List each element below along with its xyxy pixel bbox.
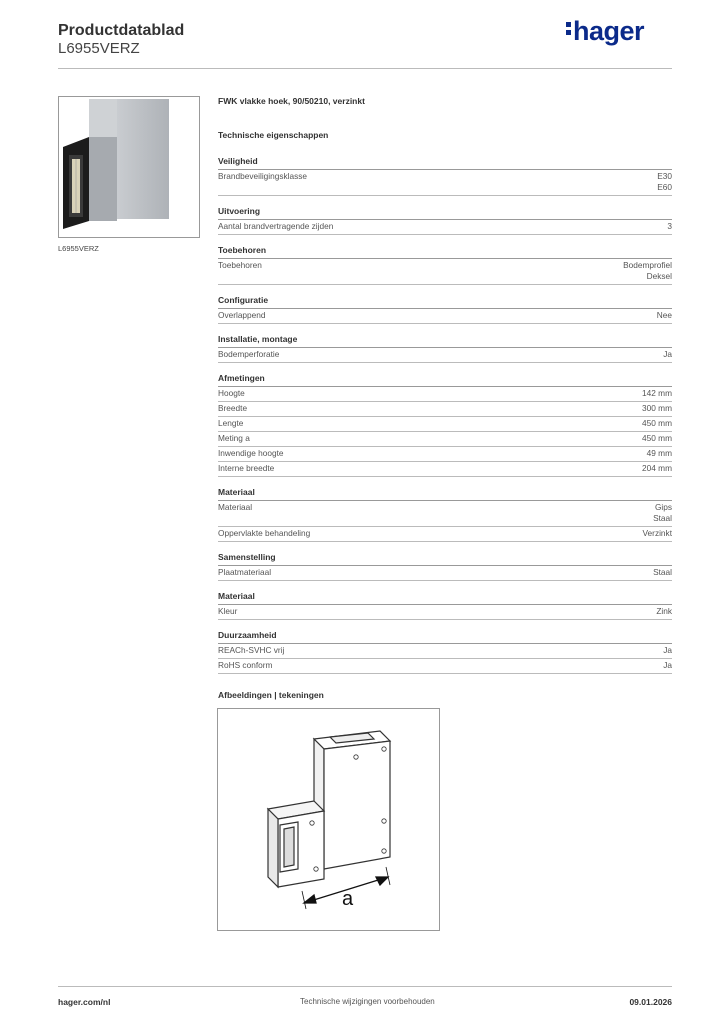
section-veiligheid bbox=[218, 155, 672, 196]
footer-website-link[interactable]: hager.com/nl bbox=[58, 997, 111, 1007]
logo-dots-icon bbox=[566, 19, 572, 38]
section-afmetingen bbox=[218, 372, 672, 477]
spec-value: Staal bbox=[653, 567, 672, 577]
spec-label: Lengte bbox=[218, 418, 244, 428]
product-photo-image bbox=[59, 97, 199, 237]
spec-label: REACh-SVHC vrij bbox=[218, 645, 285, 655]
technical-drawing-image bbox=[218, 709, 439, 930]
spec-row bbox=[218, 447, 672, 462]
section-title: Materiaal bbox=[218, 590, 672, 605]
section-title: Materiaal bbox=[218, 486, 672, 501]
spec-value: Verzinkt bbox=[642, 528, 672, 538]
spec-row bbox=[218, 659, 672, 674]
spec-row bbox=[218, 348, 672, 363]
logo-text: hager bbox=[573, 16, 645, 46]
section-materiaal bbox=[218, 486, 672, 542]
spec-row bbox=[218, 402, 672, 417]
spec-label: Plaatmateriaal bbox=[218, 567, 272, 577]
spec-value: Ja bbox=[663, 349, 672, 359]
spec-label: Meting a bbox=[218, 433, 250, 443]
section-title: Configuratie bbox=[218, 294, 672, 309]
spec-value: Nee bbox=[656, 310, 672, 320]
spec-row bbox=[218, 605, 672, 620]
section-title: Afmetingen bbox=[218, 372, 672, 387]
spec-value: 3 bbox=[667, 221, 672, 231]
technical-drawing bbox=[217, 708, 440, 931]
footer-date: 09.01.2026 bbox=[629, 997, 672, 1007]
page-title: Productdatablad bbox=[58, 22, 185, 39]
spec-value: 300 mm bbox=[642, 403, 672, 413]
section-samenstelling bbox=[218, 551, 672, 581]
section-title: Veiligheid bbox=[218, 155, 672, 170]
spec-value: 49 mm bbox=[646, 448, 672, 458]
section-installatie bbox=[218, 333, 672, 363]
spec-label: Inwendige hoogte bbox=[218, 448, 284, 458]
spec-label: Brandbeveiligingsklasse bbox=[218, 171, 308, 181]
spec-label: Kleur bbox=[218, 606, 238, 616]
spec-row bbox=[218, 644, 672, 659]
spec-value: Gips Staal bbox=[653, 502, 672, 523]
spec-row bbox=[218, 220, 672, 235]
spec-value: 204 mm bbox=[642, 463, 672, 473]
tech-heading: Technische eigenschappen bbox=[218, 130, 329, 140]
spec-label: Overlappend bbox=[218, 310, 266, 320]
spec-row bbox=[218, 432, 672, 447]
spec-value: Ja bbox=[663, 645, 672, 655]
section-title: Samenstelling bbox=[218, 551, 672, 566]
section-materiaal-kleur bbox=[218, 590, 672, 620]
article-number: L6955VERZ bbox=[58, 40, 140, 57]
spec-value: Zink bbox=[656, 606, 672, 616]
spec-sections bbox=[218, 155, 672, 683]
spec-value: Ja bbox=[663, 660, 672, 670]
section-title: Toebehoren bbox=[218, 244, 672, 259]
section-toebehoren bbox=[218, 244, 672, 285]
spec-row bbox=[218, 417, 672, 432]
product-photo bbox=[58, 96, 200, 238]
product-description: FWK vlakke hoek, 90/50210, verzinkt bbox=[218, 96, 365, 106]
spec-row bbox=[218, 387, 672, 402]
dimension-label: a bbox=[342, 888, 354, 910]
footer-note: Technische wijzigingen voorbehouden bbox=[300, 997, 435, 1006]
section-title: Duurzaamheid bbox=[218, 629, 672, 644]
spec-value: 142 mm bbox=[642, 388, 672, 398]
spec-label: Bodemperforatie bbox=[218, 349, 280, 359]
spec-label: Oppervlakte behandeling bbox=[218, 528, 311, 538]
spec-label: Materiaal bbox=[218, 502, 253, 512]
spec-row bbox=[218, 259, 672, 285]
spec-row bbox=[218, 462, 672, 477]
spec-value: 450 mm bbox=[642, 433, 672, 443]
spec-value: Bodemprofiel Deksel bbox=[623, 260, 672, 281]
spec-row bbox=[218, 309, 672, 324]
spec-label: Hoogte bbox=[218, 388, 245, 398]
spec-value: E30 E60 bbox=[657, 171, 672, 192]
header-divider bbox=[58, 68, 672, 69]
photo-caption: L6955VERZ bbox=[58, 244, 99, 253]
spec-label: Breedte bbox=[218, 403, 248, 413]
spec-row bbox=[218, 527, 672, 542]
spec-row bbox=[218, 566, 672, 581]
footer-divider bbox=[58, 986, 672, 987]
spec-label: Aantal brandvertragende zijden bbox=[218, 221, 334, 231]
spec-label: RoHS conform bbox=[218, 660, 273, 670]
hager-logo[interactable] bbox=[566, 16, 644, 47]
spec-row bbox=[218, 501, 672, 527]
drawings-heading: Afbeeldingen | tekeningen bbox=[218, 690, 324, 700]
spec-label: Toebehoren bbox=[218, 260, 262, 270]
spec-label: Interne breedte bbox=[218, 463, 275, 473]
section-configuratie bbox=[218, 294, 672, 324]
section-duurzaamheid bbox=[218, 629, 672, 674]
spec-value: 450 mm bbox=[642, 418, 672, 428]
section-title: Uitvoering bbox=[218, 205, 672, 220]
section-uitvoering bbox=[218, 205, 672, 235]
section-title: Installatie, montage bbox=[218, 333, 672, 348]
spec-row bbox=[218, 170, 672, 196]
